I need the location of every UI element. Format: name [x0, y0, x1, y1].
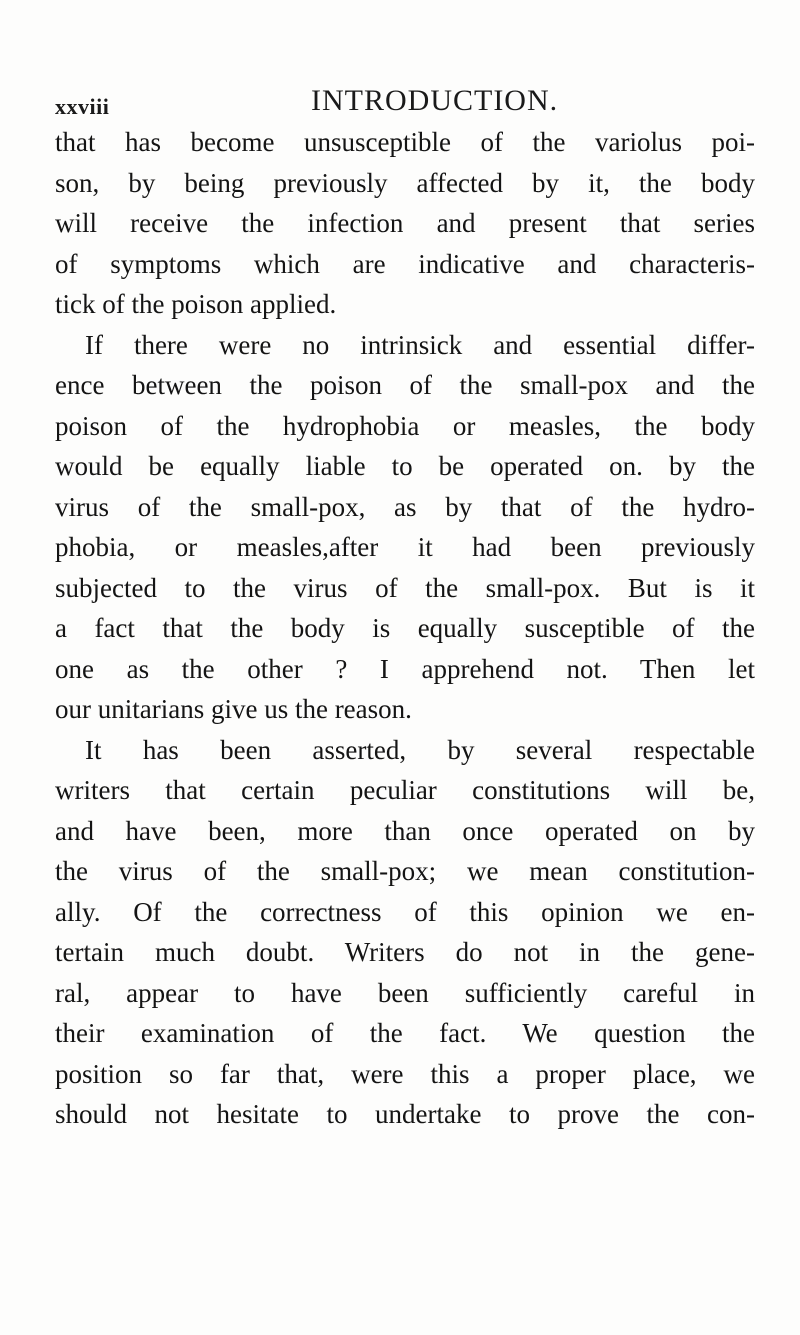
paragraph-start-line: It has been asserted, by several respectable	[85, 734, 755, 765]
text-line: would be equally liable to be operated on. by the	[55, 451, 755, 481]
text-line: writers that certain peculiar constitutions will be,	[55, 775, 755, 805]
text-line: the virus of the small-pox; we mean constitution-	[55, 856, 755, 886]
text-line: virus of the small-pox, as by that of the hydro-	[55, 491, 755, 522]
text-line: ral, appear to have been sufficiently careful in	[55, 977, 755, 1008]
page-number: xxviii	[55, 94, 110, 119]
text-line: tertain much doubt. Writers do not in the gene-	[55, 937, 755, 967]
text-line: one as the other ? I apprehend not. Then let	[55, 653, 755, 684]
text-line: position so far that, were this a proper place, we	[55, 1058, 755, 1089]
text-line: a fact that the body is equally susceptible of the	[55, 613, 755, 643]
text-line: of symptoms which are indicative and characteris-	[55, 248, 755, 279]
text-line: tick of the poison applied.	[55, 289, 337, 319]
body-text	[55, 122, 755, 1135]
running-head: INTRODUCTION.	[311, 84, 559, 117]
text-line: ally. Of the correctness of this opinion we en-	[55, 896, 755, 927]
text-line: that has become unsusceptible of the variolus poi-	[55, 127, 755, 157]
text-line: ence between the poison of the small-pox and the	[55, 370, 755, 400]
text-line: son, by being previously affected by it, the body	[55, 167, 755, 198]
text-line: our unitarians give us the reason.	[55, 694, 412, 724]
text-line: their examination of the fact. We question the	[55, 1018, 755, 1048]
paragraph-start-line: If there were no intrinsick and essential differ-	[85, 329, 755, 360]
text-line: will receive the infection and present that series	[55, 208, 755, 238]
text-line: phobia, or measles,after it had been previously	[55, 532, 755, 562]
page-header	[55, 84, 755, 124]
text-line: subjected to the virus of the small-pox. But is it	[55, 572, 755, 603]
text-line: poison of the hydrophobia or measles, the body	[55, 410, 755, 441]
text-line: and have been, more than once operated on by	[55, 815, 755, 846]
text-line: should not hesitate to undertake to prove the con-	[55, 1099, 755, 1129]
